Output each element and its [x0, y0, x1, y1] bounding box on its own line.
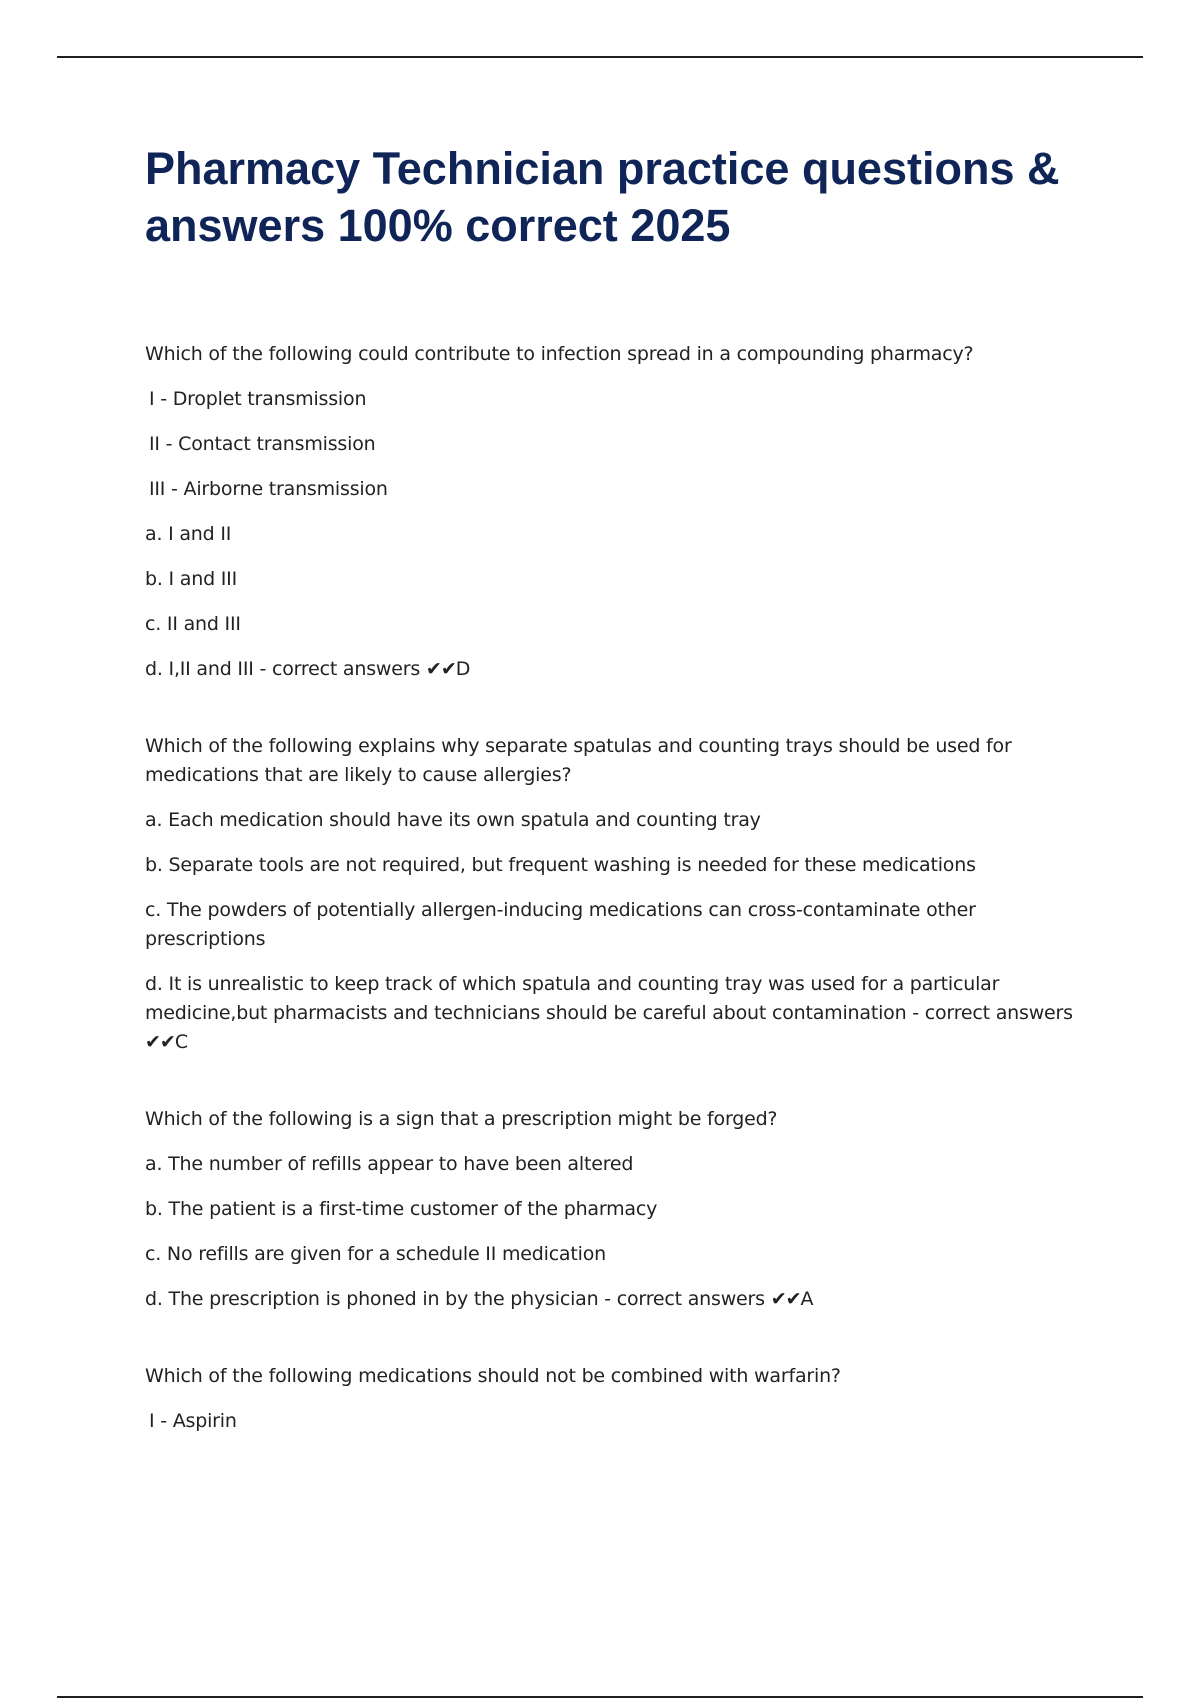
answer-option-text: d. It is unrealistic to keep track of which spatula and counting tray was used for a particular medicine,but pharmacists and technicians should be careful about contamination - correct answers: [145, 973, 1073, 1024]
question-item: II - Contact transmission: [149, 433, 376, 455]
correct-answer-letter: A: [800, 1288, 814, 1310]
question-block-2: [145, 732, 1095, 1057]
answer-option-c: c. The powders of potentially allergen-inducing medications can cross-contaminate other prescriptions: [145, 899, 976, 950]
answer-option-text: d. I,II and III - correct answers: [145, 658, 421, 680]
answer-option-c: c. No refills are given for a schedule II medication: [145, 1243, 606, 1265]
question-item: I - Droplet transmission: [149, 388, 367, 410]
correct-answer-letter: D: [455, 658, 471, 680]
document-title: Pharmacy Technician practice questions & answers 100% correct 2025: [145, 143, 1060, 251]
double-check-icon: ✔✔: [425, 658, 456, 680]
question-block-4: [145, 1362, 1095, 1436]
answer-option-text: d. The prescription is phoned in by the physician - correct answers: [145, 1288, 765, 1310]
question-text: Which of the following could contribute to infection spread in a compounding pharmacy?: [145, 343, 974, 365]
footer-rule: [57, 1696, 1143, 1698]
double-check-icon: ✔✔: [145, 1031, 175, 1053]
answer-option-d: [145, 655, 1095, 684]
question-list: [145, 340, 1095, 1436]
correct-answer-letter: C: [174, 1031, 188, 1053]
answer-option-a: a. I and II: [145, 523, 232, 545]
answer-option-b: b. Separate tools are not required, but frequent washing is needed for these medications: [145, 854, 976, 876]
double-check-icon: ✔✔: [770, 1288, 801, 1310]
question-item: III - Airborne transmission: [149, 478, 388, 500]
question-text: Which of the following explains why separate spatulas and counting trays should be used for medications that are likely to cause allergies?: [145, 735, 1012, 786]
question-text: Which of the following is a sign that a prescription might be forged?: [145, 1108, 778, 1130]
answer-option-d: [145, 970, 1095, 1057]
header-rule: [57, 56, 1143, 58]
answer-option-d: [145, 1285, 1095, 1314]
document-page: [145, 140, 1095, 1484]
question-text: Which of the following medications should not be combined with warfarin?: [145, 1365, 841, 1387]
answer-option-c: c. II and III: [145, 613, 241, 635]
question-block-3: [145, 1105, 1095, 1314]
question-item: I - Aspirin: [149, 1410, 237, 1432]
answer-option-b: b. I and III: [145, 568, 237, 590]
answer-option-a: a. The number of refills appear to have been altered: [145, 1153, 634, 1175]
answer-option-a: a. Each medication should have its own spatula and counting tray: [145, 809, 761, 831]
question-block-1: [145, 340, 1095, 684]
answer-option-b: b. The patient is a first-time customer of the pharmacy: [145, 1198, 658, 1220]
